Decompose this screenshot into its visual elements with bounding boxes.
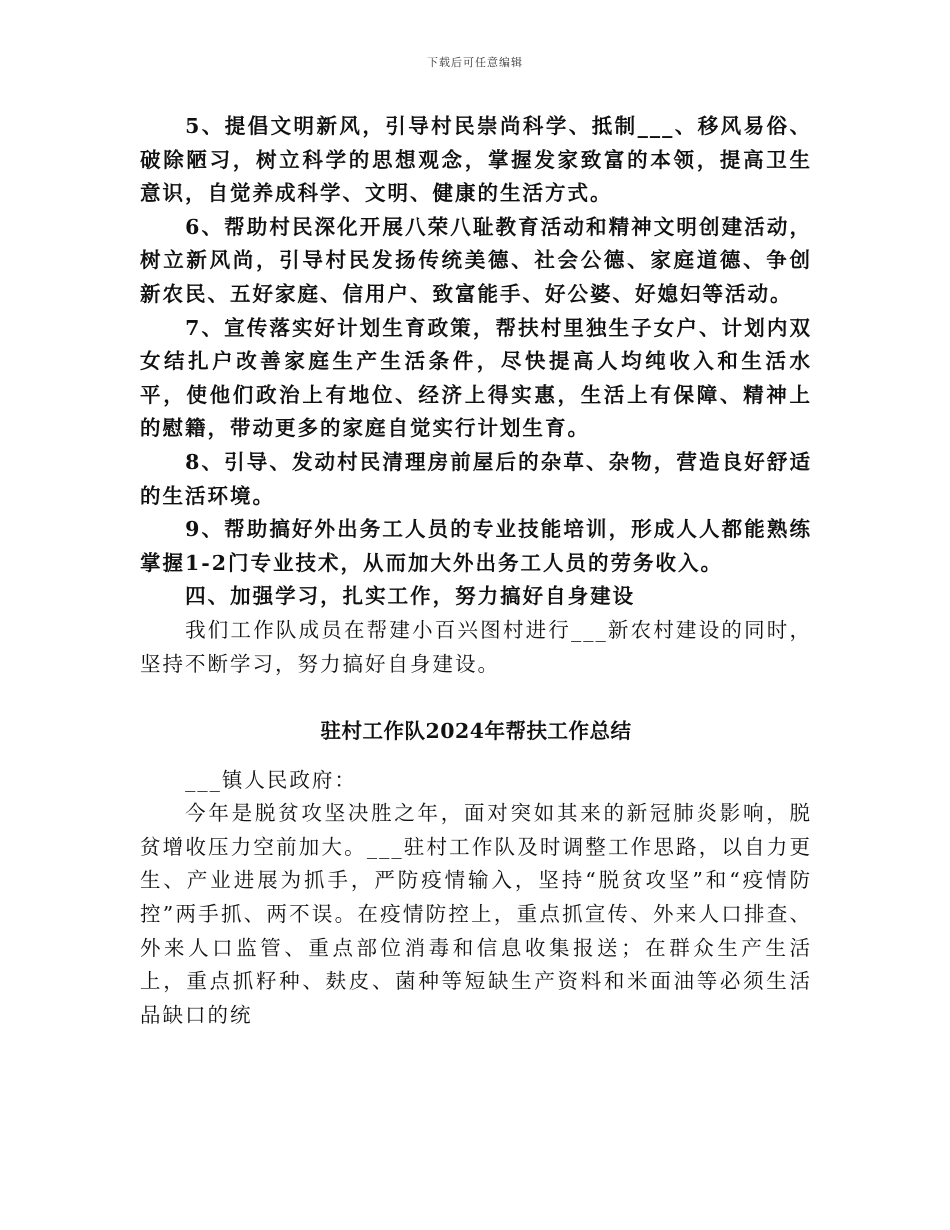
salutation: ___镇人民政府： — [185, 767, 357, 792]
document-title: 驻村工作队2024年帮扶工作总结 — [320, 719, 632, 744]
paragraph-7: 7、宣传落实好计划生育政策，帮扶村里独生子女户、计划内双女结扎户改善家庭生产生活条件，尽快提高人均纯收入和生活水平，使他们政治上有地位、经济上得实惠，生活上有保障、精神上的慰籍，带动更多的家庭自觉实行计划生育。 — [140, 315, 812, 441]
paragraph-team-study: 我们工作队成员在帮建小百兴图村进行___新农村建设的同时，坚持不断学习，努力搞好自身建设。 — [140, 617, 812, 676]
paragraph-9: 9、帮助搞好外出务工人员的专业技能培训，形成人人都能熟练掌握1-2门专业技术，从而加大外出务工人员的劳务收入。 — [140, 517, 812, 575]
paragraph-6: 6、帮助村民深化开展八荣八耻教育活动和精神文明创建活动，树立新风尚，引导村民发扬传统美德、社会公德、家庭道德、争创新农民、五好家庭、信用户、致富能手、好公婆、好媳妇等活动。 — [140, 214, 812, 306]
paragraph-8: 8、引导、发动村民清理房前屋后的杂草、杂物，营造良好舒适的生活环境。 — [140, 449, 812, 508]
page-header: 下载后可任意编辑 — [427, 56, 523, 69]
document-body — [140, 110, 812, 1032]
paragraph-intro: 今年是脱贫攻坚决胜之年，面对突如其来的新冠肺炎影响，脱贫增收压力空前加大。___驻村工作队及时调整工作思路，以自力更生、产业进展为抓手，严防疫情输入，坚持“脱贫攻坚”和“疫情防控”两手抓、两不误。在疫情防控上，重点抓宣传、外来人口排查、外来人口监管、重点部位消毒和信息收集报送；在群众生产生活上，重点抓籽种、麸皮、菌种等短缺生产资料和米面油等必须生活品缺口的统 — [140, 801, 812, 1027]
paragraph-5: 5、提倡文明新风，引导村民崇尚科学、抵制___、移风易俗、破除陋习，树立科学的思想观念，掌握发家致富的本领，提高卫生意识，自觉养成科学、文明、健康的生活方式。 — [140, 114, 812, 206]
section-heading-4: 四、加强学习，扎实工作，努力搞好自身建设 — [185, 584, 636, 609]
